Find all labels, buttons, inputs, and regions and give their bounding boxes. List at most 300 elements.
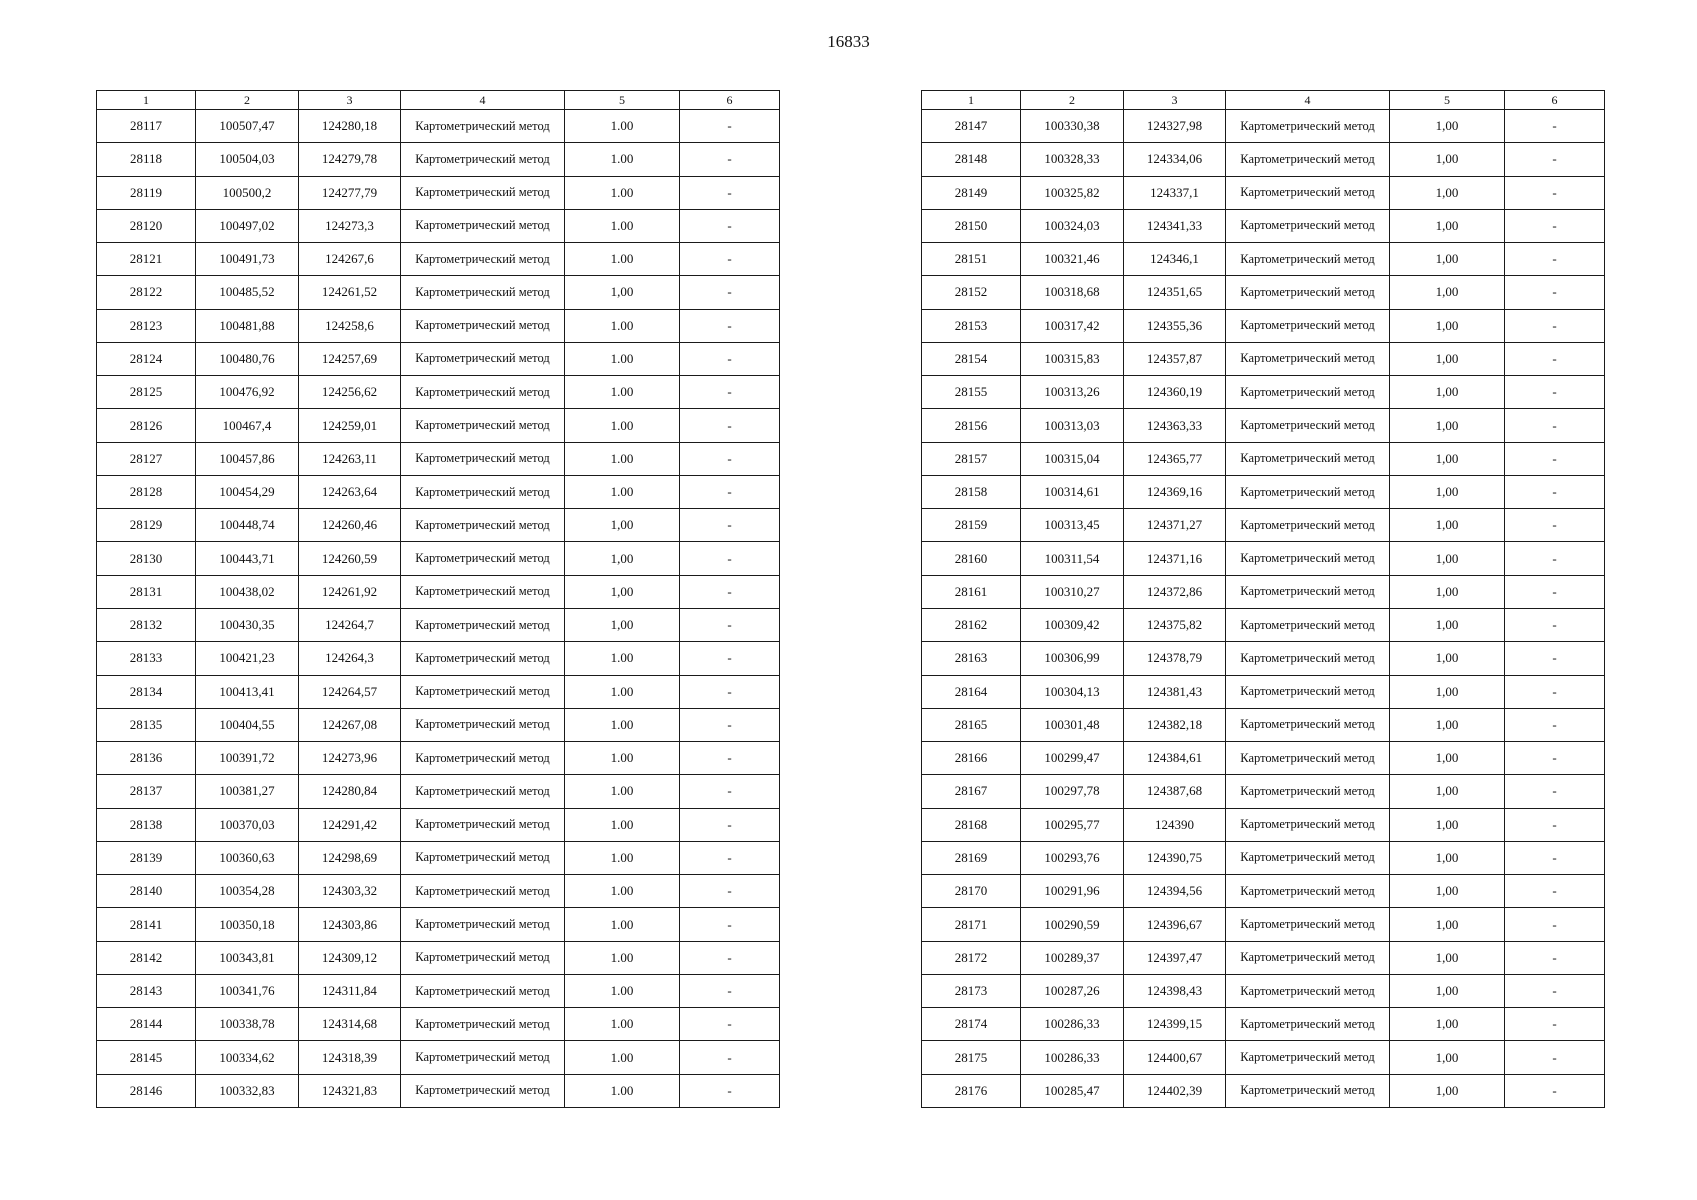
method-cell: Картометрический метод [401, 309, 565, 342]
note-cell: - [1505, 442, 1605, 475]
table-row [922, 941, 1605, 974]
point-number-cell: 28138 [97, 808, 196, 841]
method-cell: Картометрический метод [1226, 875, 1390, 908]
x-coordinate-cell: 100476,92 [196, 376, 299, 409]
table-header-row [97, 91, 780, 110]
x-coordinate-cell: 100286,33 [1021, 1008, 1124, 1041]
x-coordinate-cell: 100334,62 [196, 1041, 299, 1074]
method-cell: Картометрический метод [401, 1008, 565, 1041]
y-coordinate-cell: 124402,39 [1124, 1074, 1226, 1107]
accuracy-cell: 1,00 [1390, 342, 1505, 375]
method-cell: Картометрический метод [1226, 409, 1390, 442]
table-row [97, 376, 780, 409]
x-coordinate-cell: 100286,33 [1021, 1041, 1124, 1074]
x-coordinate-cell: 100391,72 [196, 742, 299, 775]
x-coordinate-cell: 100338,78 [196, 1008, 299, 1041]
point-number-cell: 28152 [922, 276, 1021, 309]
accuracy-cell: 1,00 [1390, 509, 1505, 542]
point-number-cell: 28120 [97, 209, 196, 242]
method-cell: Картометрический метод [1226, 908, 1390, 941]
y-coordinate-cell: 124273,96 [299, 742, 401, 775]
table-row [97, 575, 780, 608]
note-cell: - [1505, 575, 1605, 608]
accuracy-cell: 1,00 [1390, 376, 1505, 409]
accuracy-cell: 1,00 [1390, 1008, 1505, 1041]
point-number-cell: 28173 [922, 974, 1021, 1007]
method-cell: Картометрический метод [401, 509, 565, 542]
point-number-cell: 28131 [97, 575, 196, 608]
y-coordinate-cell: 124384,61 [1124, 742, 1226, 775]
accuracy-cell: 1,00 [1390, 542, 1505, 575]
header-cell: 3 [1124, 91, 1226, 110]
method-cell: Картометрический метод [1226, 974, 1390, 1007]
point-number-cell: 28139 [97, 841, 196, 874]
method-cell: Картометрический метод [1226, 176, 1390, 209]
x-coordinate-cell: 100301,48 [1021, 708, 1124, 741]
note-cell: - [680, 575, 780, 608]
x-coordinate-cell: 100309,42 [1021, 608, 1124, 641]
point-number-cell: 28161 [922, 575, 1021, 608]
y-coordinate-cell: 124390 [1124, 808, 1226, 841]
note-cell: - [1505, 742, 1605, 775]
note-cell: - [1505, 110, 1605, 143]
table-row [97, 110, 780, 143]
y-coordinate-cell: 124264,7 [299, 608, 401, 641]
accuracy-cell: 1.00 [565, 908, 680, 941]
y-coordinate-cell: 124360,19 [1124, 376, 1226, 409]
point-number-cell: 28160 [922, 542, 1021, 575]
x-coordinate-cell: 100504,03 [196, 143, 299, 176]
x-coordinate-cell: 100318,68 [1021, 276, 1124, 309]
accuracy-cell: 1,00 [1390, 309, 1505, 342]
note-cell: - [680, 775, 780, 808]
accuracy-cell: 1,00 [1390, 1074, 1505, 1107]
accuracy-cell: 1,00 [1390, 276, 1505, 309]
x-coordinate-cell: 100354,28 [196, 875, 299, 908]
x-coordinate-cell: 100497,02 [196, 209, 299, 242]
accuracy-cell: 1,00 [1390, 908, 1505, 941]
table-row [922, 742, 1605, 775]
y-coordinate-cell: 124280,84 [299, 775, 401, 808]
point-number-cell: 28156 [922, 409, 1021, 442]
note-cell: - [1505, 309, 1605, 342]
accuracy-cell: 1.00 [565, 376, 680, 409]
point-number-cell: 28167 [922, 775, 1021, 808]
x-coordinate-cell: 100304,13 [1021, 675, 1124, 708]
note-cell: - [680, 509, 780, 542]
x-coordinate-cell: 100324,03 [1021, 209, 1124, 242]
accuracy-cell: 1,00 [1390, 143, 1505, 176]
note-cell: - [1505, 1041, 1605, 1074]
table-row [97, 409, 780, 442]
point-number-cell: 28163 [922, 642, 1021, 675]
accuracy-cell: 1.00 [565, 243, 680, 276]
note-cell: - [1505, 376, 1605, 409]
note-cell: - [680, 841, 780, 874]
method-cell: Картометрический метод [401, 342, 565, 375]
table-row [922, 509, 1605, 542]
note-cell: - [680, 243, 780, 276]
point-number-cell: 28148 [922, 143, 1021, 176]
method-cell: Картометрический метод [1226, 475, 1390, 508]
x-coordinate-cell: 100381,27 [196, 775, 299, 808]
accuracy-cell: 1.00 [565, 409, 680, 442]
table-row [97, 1074, 780, 1107]
table-row [922, 309, 1605, 342]
point-number-cell: 28135 [97, 708, 196, 741]
method-cell: Картометрический метод [401, 409, 565, 442]
table-row [97, 243, 780, 276]
x-coordinate-cell: 100310,27 [1021, 575, 1124, 608]
accuracy-cell: 1,00 [1390, 742, 1505, 775]
table-row [922, 608, 1605, 641]
table-row [97, 708, 780, 741]
x-coordinate-cell: 100313,45 [1021, 509, 1124, 542]
note-cell: - [1505, 841, 1605, 874]
y-coordinate-cell: 124279,78 [299, 143, 401, 176]
note-cell: - [680, 1008, 780, 1041]
accuracy-cell: 1.00 [565, 475, 680, 508]
x-coordinate-cell: 100360,63 [196, 841, 299, 874]
point-number-cell: 28151 [922, 243, 1021, 276]
y-coordinate-cell: 124346,1 [1124, 243, 1226, 276]
accuracy-cell: 1.00 [565, 309, 680, 342]
x-coordinate-cell: 100295,77 [1021, 808, 1124, 841]
point-number-cell: 28171 [922, 908, 1021, 941]
method-cell: Картометрический метод [401, 110, 565, 143]
method-cell: Картометрический метод [401, 542, 565, 575]
note-cell: - [680, 276, 780, 309]
accuracy-cell: 1,00 [565, 608, 680, 641]
x-coordinate-cell: 100321,46 [1021, 243, 1124, 276]
method-cell: Картометрический метод [401, 243, 565, 276]
method-cell: Картометрический метод [401, 708, 565, 741]
y-coordinate-cell: 124387,68 [1124, 775, 1226, 808]
x-coordinate-cell: 100507,47 [196, 110, 299, 143]
header-cell: 3 [299, 91, 401, 110]
header-cell: 6 [1505, 91, 1605, 110]
accuracy-cell: 1,00 [565, 509, 680, 542]
y-coordinate-cell: 124273,3 [299, 209, 401, 242]
x-coordinate-cell: 100480,76 [196, 342, 299, 375]
header-cell: 6 [680, 91, 780, 110]
y-coordinate-cell: 124382,18 [1124, 708, 1226, 741]
table-row [97, 808, 780, 841]
x-coordinate-cell: 100293,76 [1021, 841, 1124, 874]
table-header-row [922, 91, 1605, 110]
note-cell: - [680, 608, 780, 641]
x-coordinate-cell: 100500,2 [196, 176, 299, 209]
accuracy-cell: 1,00 [565, 542, 680, 575]
point-number-cell: 28134 [97, 675, 196, 708]
point-number-cell: 28123 [97, 309, 196, 342]
method-cell: Картометрический метод [1226, 1008, 1390, 1041]
table-row [922, 841, 1605, 874]
accuracy-cell: 1,00 [1390, 941, 1505, 974]
table-row [922, 376, 1605, 409]
method-cell: Картометрический метод [401, 875, 565, 908]
x-coordinate-cell: 100350,18 [196, 908, 299, 941]
note-cell: - [1505, 475, 1605, 508]
accuracy-cell: 1,00 [1390, 409, 1505, 442]
y-coordinate-cell: 124381,43 [1124, 675, 1226, 708]
header-cell: 1 [922, 91, 1021, 110]
y-coordinate-cell: 124321,83 [299, 1074, 401, 1107]
point-number-cell: 28147 [922, 110, 1021, 143]
x-coordinate-cell: 100290,59 [1021, 908, 1124, 941]
note-cell: - [1505, 1074, 1605, 1107]
table-row [97, 974, 780, 1007]
point-number-cell: 28166 [922, 742, 1021, 775]
table-row [97, 475, 780, 508]
x-coordinate-cell: 100313,26 [1021, 376, 1124, 409]
accuracy-cell: 1,00 [1390, 974, 1505, 1007]
note-cell: - [680, 941, 780, 974]
accuracy-cell: 1,00 [1390, 110, 1505, 143]
y-coordinate-cell: 124258,6 [299, 309, 401, 342]
x-coordinate-cell: 100438,02 [196, 575, 299, 608]
point-number-cell: 28149 [922, 176, 1021, 209]
table-row [97, 176, 780, 209]
x-coordinate-cell: 100457,86 [196, 442, 299, 475]
table-row [97, 742, 780, 775]
table-row [97, 775, 780, 808]
point-number-cell: 28118 [97, 143, 196, 176]
y-coordinate-cell: 124260,59 [299, 542, 401, 575]
note-cell: - [680, 908, 780, 941]
accuracy-cell: 1.00 [565, 742, 680, 775]
point-number-cell: 28133 [97, 642, 196, 675]
method-cell: Картометрический метод [401, 974, 565, 1007]
method-cell: Картометрический метод [401, 608, 565, 641]
y-coordinate-cell: 124264,57 [299, 675, 401, 708]
table-row [97, 1041, 780, 1074]
note-cell: - [680, 742, 780, 775]
note-cell: - [680, 209, 780, 242]
method-cell: Картометрический метод [1226, 243, 1390, 276]
method-cell: Картометрический метод [401, 841, 565, 874]
accuracy-cell: 1.00 [565, 974, 680, 1007]
table-row [922, 342, 1605, 375]
note-cell: - [680, 808, 780, 841]
y-coordinate-cell: 124261,52 [299, 276, 401, 309]
point-number-cell: 28137 [97, 775, 196, 808]
header-cell: 1 [97, 91, 196, 110]
point-number-cell: 28144 [97, 1008, 196, 1041]
method-cell: Картометрический метод [401, 209, 565, 242]
method-cell: Картометрический метод [1226, 309, 1390, 342]
note-cell: - [1505, 276, 1605, 309]
method-cell: Картометрический метод [1226, 841, 1390, 874]
method-cell: Картометрический метод [1226, 442, 1390, 475]
note-cell: - [1505, 243, 1605, 276]
header-cell: 2 [1021, 91, 1124, 110]
method-cell: Картометрический метод [401, 442, 565, 475]
accuracy-cell: 1,00 [1390, 841, 1505, 874]
y-coordinate-cell: 124371,16 [1124, 542, 1226, 575]
note-cell: - [1505, 342, 1605, 375]
table-row [922, 1041, 1605, 1074]
y-coordinate-cell: 124280,18 [299, 110, 401, 143]
x-coordinate-cell: 100481,88 [196, 309, 299, 342]
point-number-cell: 28155 [922, 376, 1021, 409]
method-cell: Картометрический метод [1226, 608, 1390, 641]
note-cell: - [1505, 642, 1605, 675]
note-cell: - [680, 542, 780, 575]
y-coordinate-cell: 124260,46 [299, 509, 401, 542]
x-coordinate-cell: 100370,03 [196, 808, 299, 841]
point-number-cell: 28142 [97, 941, 196, 974]
table-row [922, 209, 1605, 242]
method-cell: Картометрический метод [401, 143, 565, 176]
x-coordinate-cell: 100314,61 [1021, 475, 1124, 508]
table-row [97, 642, 780, 675]
accuracy-cell: 1.00 [565, 708, 680, 741]
method-cell: Картометрический метод [1226, 143, 1390, 176]
method-cell: Картометрический метод [401, 176, 565, 209]
table-row [922, 110, 1605, 143]
header-cell: 4 [1226, 91, 1390, 110]
accuracy-cell: 1,00 [565, 276, 680, 309]
y-coordinate-cell: 124264,3 [299, 642, 401, 675]
x-coordinate-cell: 100289,37 [1021, 941, 1124, 974]
method-cell: Картометрический метод [1226, 708, 1390, 741]
point-number-cell: 28150 [922, 209, 1021, 242]
method-cell: Картометрический метод [401, 276, 565, 309]
note-cell: - [1505, 875, 1605, 908]
table-row [97, 1008, 780, 1041]
table-row [922, 808, 1605, 841]
note-cell: - [680, 110, 780, 143]
y-coordinate-cell: 124298,69 [299, 841, 401, 874]
table-row [97, 209, 780, 242]
point-number-cell: 28143 [97, 974, 196, 1007]
table-row [922, 775, 1605, 808]
method-cell: Картометрический метод [1226, 542, 1390, 575]
table-row [97, 309, 780, 342]
note-cell: - [1505, 908, 1605, 941]
table-row [922, 409, 1605, 442]
table-row [97, 442, 780, 475]
y-coordinate-cell: 124363,33 [1124, 409, 1226, 442]
note-cell: - [680, 376, 780, 409]
point-number-cell: 28146 [97, 1074, 196, 1107]
x-coordinate-cell: 100454,29 [196, 475, 299, 508]
y-coordinate-cell: 124267,6 [299, 243, 401, 276]
x-coordinate-cell: 100291,96 [1021, 875, 1124, 908]
method-cell: Картометрический метод [401, 941, 565, 974]
table-row [922, 442, 1605, 475]
y-coordinate-cell: 124257,69 [299, 342, 401, 375]
table-row [97, 542, 780, 575]
accuracy-cell: 1.00 [565, 110, 680, 143]
header-cell: 2 [196, 91, 299, 110]
x-coordinate-cell: 100448,74 [196, 509, 299, 542]
method-cell: Картометрический метод [1226, 775, 1390, 808]
x-coordinate-cell: 100297,78 [1021, 775, 1124, 808]
point-number-cell: 28174 [922, 1008, 1021, 1041]
method-cell: Картометрический метод [1226, 376, 1390, 409]
point-number-cell: 28145 [97, 1041, 196, 1074]
point-number-cell: 28124 [97, 342, 196, 375]
table-row [97, 675, 780, 708]
y-coordinate-cell: 124256,62 [299, 376, 401, 409]
table-row [922, 708, 1605, 741]
accuracy-cell: 1,00 [1390, 642, 1505, 675]
note-cell: - [1505, 209, 1605, 242]
accuracy-cell: 1,00 [1390, 243, 1505, 276]
point-number-cell: 28130 [97, 542, 196, 575]
note-cell: - [680, 143, 780, 176]
note-cell: - [1505, 775, 1605, 808]
table-row [922, 974, 1605, 1007]
accuracy-cell: 1,00 [1390, 708, 1505, 741]
x-coordinate-cell: 100413,41 [196, 675, 299, 708]
point-number-cell: 28153 [922, 309, 1021, 342]
point-number-cell: 28126 [97, 409, 196, 442]
table-row [922, 542, 1605, 575]
x-coordinate-cell: 100315,04 [1021, 442, 1124, 475]
y-coordinate-cell: 124267,08 [299, 708, 401, 741]
accuracy-cell: 1,00 [1390, 1041, 1505, 1074]
accuracy-cell: 1,00 [1390, 176, 1505, 209]
header-cell: 5 [1390, 91, 1505, 110]
table-row [922, 1008, 1605, 1041]
note-cell: - [1505, 542, 1605, 575]
x-coordinate-cell: 100285,47 [1021, 1074, 1124, 1107]
x-coordinate-cell: 100430,35 [196, 608, 299, 641]
x-coordinate-cell: 100485,52 [196, 276, 299, 309]
point-number-cell: 28175 [922, 1041, 1021, 1074]
point-number-cell: 28164 [922, 675, 1021, 708]
note-cell: - [680, 309, 780, 342]
table-row [922, 475, 1605, 508]
y-coordinate-cell: 124309,12 [299, 941, 401, 974]
x-coordinate-cell: 100421,23 [196, 642, 299, 675]
x-coordinate-cell: 100325,82 [1021, 176, 1124, 209]
y-coordinate-cell: 124355,36 [1124, 309, 1226, 342]
table-row [97, 608, 780, 641]
x-coordinate-cell: 100306,99 [1021, 642, 1124, 675]
accuracy-cell: 1,00 [1390, 875, 1505, 908]
note-cell: - [1505, 608, 1605, 641]
accuracy-cell: 1,00 [1390, 475, 1505, 508]
table-row [97, 276, 780, 309]
y-coordinate-cell: 124371,27 [1124, 509, 1226, 542]
table-row [922, 875, 1605, 908]
accuracy-cell: 1.00 [565, 642, 680, 675]
method-cell: Картометрический метод [401, 808, 565, 841]
accuracy-cell: 1.00 [565, 1041, 680, 1074]
y-coordinate-cell: 124399,15 [1124, 1008, 1226, 1041]
point-number-cell: 28140 [97, 875, 196, 908]
method-cell: Картометрический метод [1226, 575, 1390, 608]
note-cell: - [680, 708, 780, 741]
point-number-cell: 28132 [97, 608, 196, 641]
y-coordinate-cell: 124400,67 [1124, 1041, 1226, 1074]
method-cell: Картометрический метод [401, 642, 565, 675]
accuracy-cell: 1.00 [565, 941, 680, 974]
point-number-cell: 28119 [97, 176, 196, 209]
accuracy-cell: 1,00 [1390, 442, 1505, 475]
x-coordinate-cell: 100341,76 [196, 974, 299, 1007]
accuracy-cell: 1.00 [565, 342, 680, 375]
x-coordinate-cell: 100328,33 [1021, 143, 1124, 176]
point-number-cell: 28165 [922, 708, 1021, 741]
accuracy-cell: 1.00 [565, 675, 680, 708]
note-cell: - [680, 442, 780, 475]
accuracy-cell: 1.00 [565, 875, 680, 908]
